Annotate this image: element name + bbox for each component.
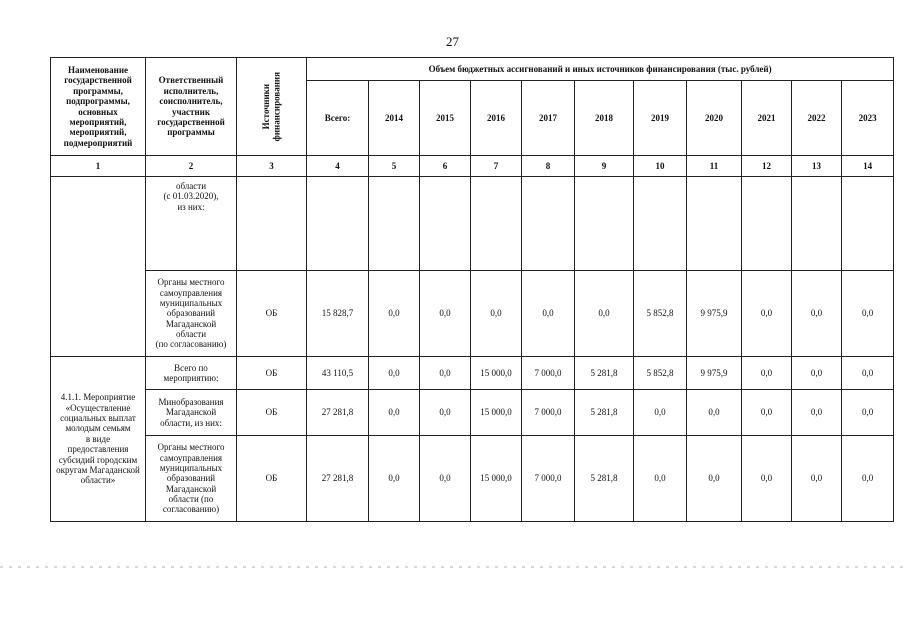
value-cell: 9 975,9 [687, 271, 742, 357]
value-cell: 5 281,8 [575, 357, 634, 390]
column-number: 11 [687, 156, 742, 177]
header-year: 2020 [687, 81, 742, 156]
value-cell: 0,0 [742, 271, 792, 357]
header-funding-source [237, 58, 307, 156]
value-cell: 0,0 [792, 357, 842, 390]
empty-program-cell [51, 177, 146, 357]
header-funding-source-label: Источники финансирования [261, 71, 282, 142]
executor-cell: Органы местного самоуправления муниципальных образований Магаданской области (по согласованию) [146, 436, 237, 522]
column-number-row [51, 156, 894, 177]
executor-cell: Минобразования Магаданской области, из них: [146, 390, 237, 436]
value-cell: 0,0 [842, 390, 894, 436]
page-number: 27 [446, 34, 459, 49]
executor-cell: Органы местного самоуправления муниципальных образований Магаданской области (по согласованию) [146, 271, 237, 357]
empty-cell [471, 177, 522, 271]
empty-cell [742, 177, 792, 271]
column-number: 9 [575, 156, 634, 177]
column-number: 1 [51, 156, 146, 177]
table-row [51, 271, 894, 357]
value-cell: 0,0 [420, 357, 471, 390]
value-cell: 9 975,9 [687, 357, 742, 390]
header-total: Всего: [307, 81, 369, 156]
executor-cell: Всего по мероприятию: [146, 357, 237, 390]
value-cell: 0,0 [742, 436, 792, 522]
value-cell: 0,0 [687, 436, 742, 522]
header-year: 2017 [522, 81, 575, 156]
total-cell: 15 828,7 [307, 271, 369, 357]
header-year: 2015 [420, 81, 471, 156]
value-cell: 15 000,0 [471, 390, 522, 436]
header-executor: Ответственный исполнитель, соисполнитель, участник государственной программы [146, 58, 237, 156]
value-cell: 0,0 [842, 357, 894, 390]
value-cell: 0,0 [792, 390, 842, 436]
empty-cell [420, 177, 471, 271]
column-number: 10 [634, 156, 687, 177]
value-cell: 5 281,8 [575, 436, 634, 522]
value-cell: 0,0 [369, 390, 420, 436]
value-cell: 0,0 [792, 271, 842, 357]
value-cell: 0,0 [842, 436, 894, 522]
value-cell: 15 000,0 [471, 357, 522, 390]
empty-cell [634, 177, 687, 271]
header-year: 2019 [634, 81, 687, 156]
table-row [51, 390, 894, 436]
value-cell: 7 000,0 [522, 436, 575, 522]
value-cell: 5 852,8 [634, 271, 687, 357]
value-cell: 0,0 [369, 436, 420, 522]
empty-cell [522, 177, 575, 271]
empty-cell [842, 177, 894, 271]
total-cell: 27 281,8 [307, 436, 369, 522]
header-program-name: Наименование государственной программы, подпрограммы, основных мероприятий, мероприятий, подмероприятий [51, 58, 146, 156]
source-cell: ОБ [237, 436, 307, 522]
source-cell: ОБ [237, 357, 307, 390]
total-cell: 43 110,5 [307, 357, 369, 390]
value-cell: 0,0 [420, 436, 471, 522]
value-cell: 5 852,8 [634, 357, 687, 390]
column-number: 6 [420, 156, 471, 177]
header-budget-group: Объем бюджетных ассигнований и иных источников финансирования (тыс. рублей) [307, 58, 894, 81]
empty-cell [575, 177, 634, 271]
header-year: 2023 [842, 81, 894, 156]
value-cell: 0,0 [687, 390, 742, 436]
scan-noise [0, 566, 905, 568]
empty-cell [369, 177, 420, 271]
table-row [51, 357, 894, 390]
column-number: 12 [742, 156, 792, 177]
table-row [51, 177, 894, 271]
value-cell: 15 000,0 [471, 436, 522, 522]
value-cell: 0,0 [369, 271, 420, 357]
header-year: 2018 [575, 81, 634, 156]
empty-cell [307, 177, 369, 271]
value-cell: 0,0 [842, 271, 894, 357]
measure-name-cell: 4.1.1. Мероприятие «Осуществление социальных выплат молодым семьям в виде предоставления субсидий городским округам Магаданской области» [51, 357, 146, 522]
value-cell: 7 000,0 [522, 390, 575, 436]
value-cell: 0,0 [634, 436, 687, 522]
total-cell: 27 281,8 [307, 390, 369, 436]
value-cell: 0,0 [742, 390, 792, 436]
column-number: 13 [792, 156, 842, 177]
executor-cell: области (с 01.03.2020), из них: [146, 177, 237, 271]
value-cell: 0,0 [471, 271, 522, 357]
value-cell: 0,0 [420, 390, 471, 436]
column-number: 7 [471, 156, 522, 177]
budget-table [50, 57, 894, 522]
empty-cell [792, 177, 842, 271]
source-cell: ОБ [237, 390, 307, 436]
value-cell: 0,0 [634, 390, 687, 436]
header-year: 2014 [369, 81, 420, 156]
empty-cell [687, 177, 742, 271]
value-cell: 7 000,0 [522, 357, 575, 390]
column-number: 3 [237, 156, 307, 177]
value-cell: 0,0 [742, 357, 792, 390]
column-number: 2 [146, 156, 237, 177]
header-year: 2021 [742, 81, 792, 156]
value-cell: 0,0 [575, 271, 634, 357]
value-cell: 0,0 [522, 271, 575, 357]
column-number: 8 [522, 156, 575, 177]
value-cell: 0,0 [420, 271, 471, 357]
header-row-1 [51, 58, 894, 81]
column-number: 4 [307, 156, 369, 177]
value-cell: 0,0 [792, 436, 842, 522]
header-year: 2016 [471, 81, 522, 156]
value-cell: 0,0 [369, 357, 420, 390]
column-number: 14 [842, 156, 894, 177]
column-number: 5 [369, 156, 420, 177]
source-cell: ОБ [237, 271, 307, 357]
table-row [51, 436, 894, 522]
header-year: 2022 [792, 81, 842, 156]
value-cell: 5 281,8 [575, 390, 634, 436]
empty-cell [237, 177, 307, 271]
